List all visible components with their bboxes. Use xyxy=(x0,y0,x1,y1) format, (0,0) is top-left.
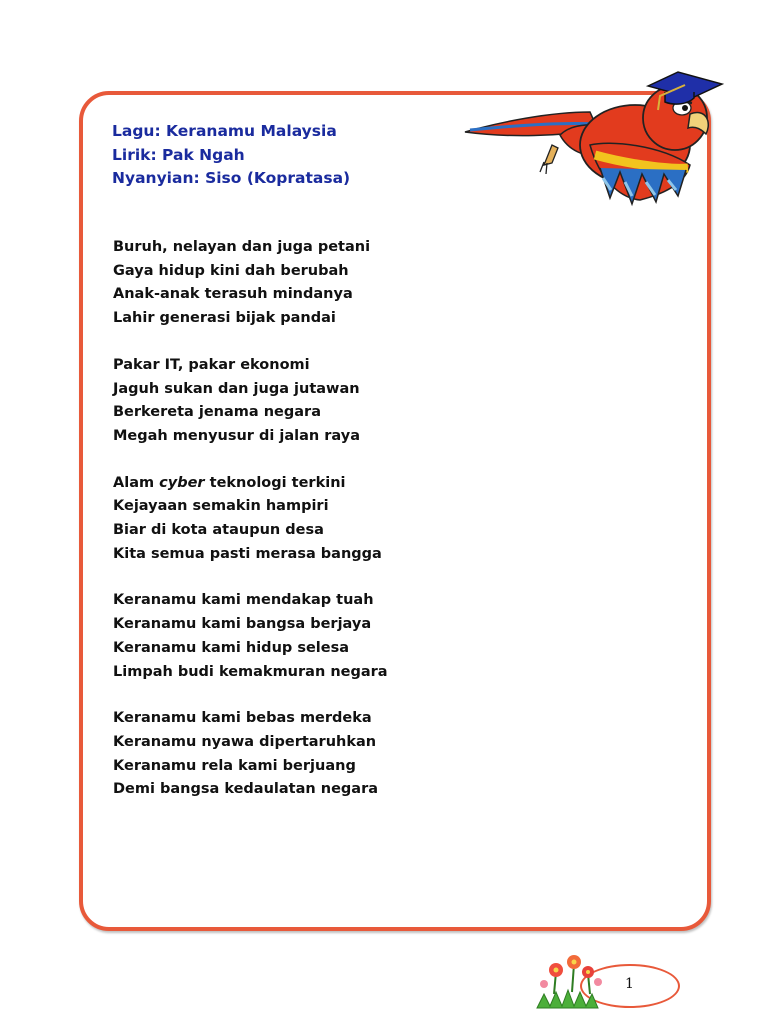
stanza-5 xyxy=(113,707,533,802)
lyric-line: Megah menyusur di jalan raya xyxy=(113,427,360,444)
lyric-line: Limpah budi kemakmuran negara xyxy=(113,663,388,680)
lyric-line: Berkereta jenama negara xyxy=(113,404,321,421)
page-number: 1 xyxy=(625,976,634,992)
lyric-word: teknologi terkini xyxy=(209,474,346,491)
lyric-word-cyber: cyber xyxy=(159,474,205,491)
lyric-line: Kejayaan semakin hampiri xyxy=(113,498,329,515)
song-title: Lagu: Keranamu Malaysia xyxy=(112,122,337,140)
lyric-line xyxy=(113,472,533,496)
lyric-line: Biar di kota ataupun desa xyxy=(113,522,324,539)
lyric-line: Keranamu rela kami berjuang xyxy=(113,757,356,774)
stanza-3 xyxy=(113,472,533,567)
lyric-line: Lahir generasi bijak pandai xyxy=(113,310,336,327)
lyric-line: Kita semua pasti merasa bangga xyxy=(113,545,382,562)
flowers-icon xyxy=(532,950,612,1010)
lyric-line: Keranamu kami bebas merdeka xyxy=(113,710,372,727)
stanza-2 xyxy=(113,354,533,449)
lyric-line: Keranamu nyawa dipertaruhkan xyxy=(113,733,377,750)
lyricist: Lirik: Pak Ngah xyxy=(112,145,245,164)
lyric-line: Buruh, nelayan dan juga petani xyxy=(113,239,371,255)
lyric-line: Keranamu kami hidup selesa xyxy=(113,639,350,656)
stanza-4 xyxy=(113,589,533,684)
lyric-line: Pakar IT, pakar ekonomi xyxy=(113,356,310,373)
lyric-line: Keranamu kami bangsa berjaya xyxy=(113,616,372,633)
singer: Nyanyian: Siso (Kopratasa) xyxy=(112,169,351,187)
song-header xyxy=(112,120,350,191)
lyric-line: Gaya hidup kini dah berubah xyxy=(113,262,349,279)
lyric-line: Keranamu kami mendakap tuah xyxy=(113,592,374,609)
stanza-1 xyxy=(113,236,533,331)
parrot-graduate-illustration xyxy=(460,50,725,215)
lyric-line: Jaguh sukan dan juga jutawan xyxy=(113,380,360,397)
lyric-line: Demi bangsa kedaulatan negara xyxy=(113,781,379,798)
lyric-line: Anak-anak terasuh mindanya xyxy=(113,286,353,303)
lyric-word: Alam xyxy=(113,474,155,491)
lyrics-body xyxy=(113,236,533,825)
